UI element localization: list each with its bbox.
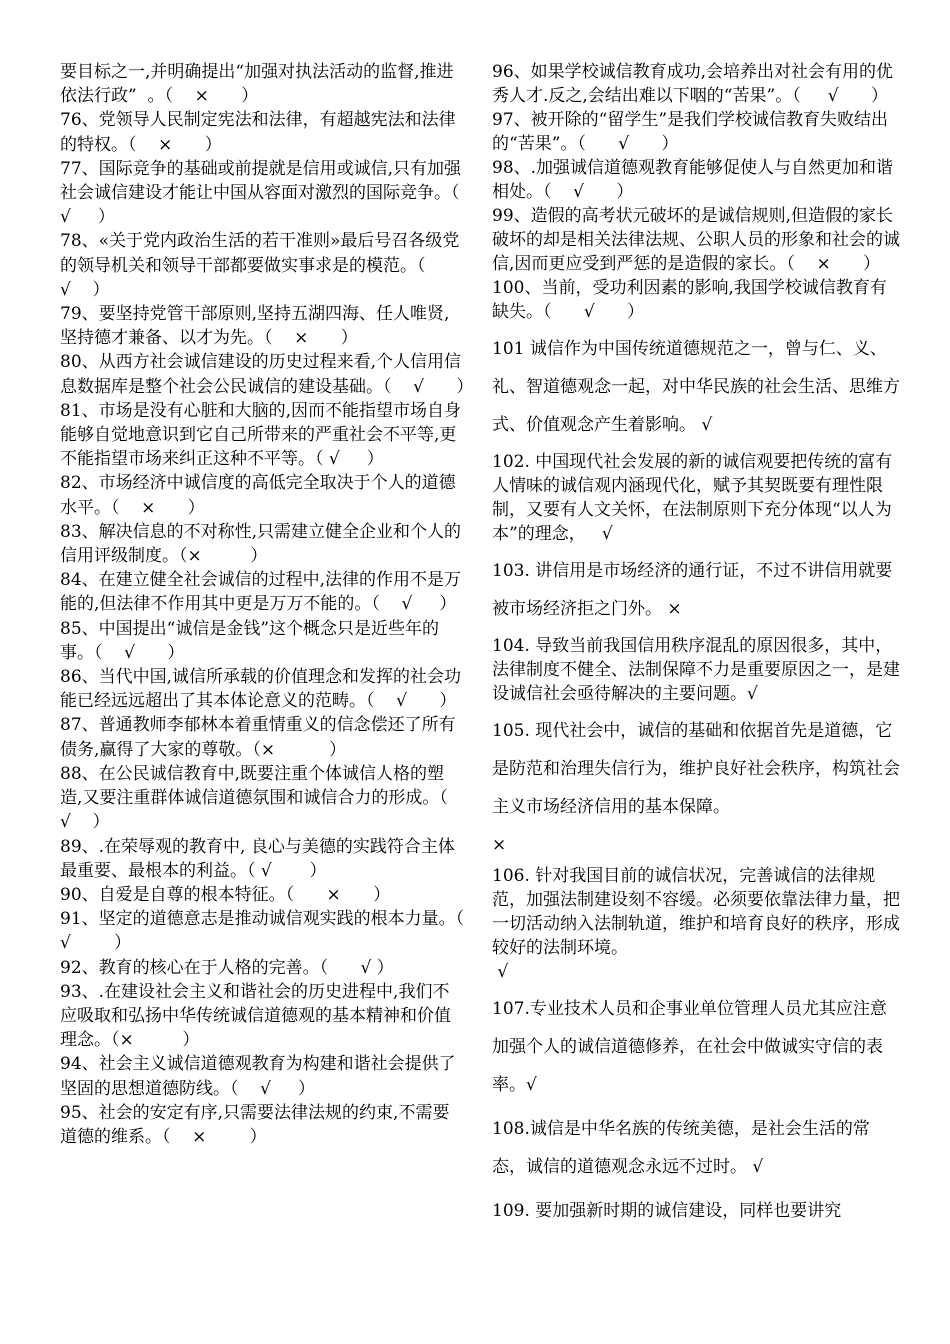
right-column [492,60,900,1230]
question-108: 108.诚信是中华名族的传统美德，是社会生活的常态，诚信的道德观念永远不过时。 √ [492,1119,870,1177]
question-94: 94、社会主义诚信道德观教育为构建和谐社会提供了坚固的思想道德防线。（ √ ） [60,1054,456,1099]
question-80: 80、从西方社会诚信建设的历史过程来看,个人信用信息数据库是整个社会公民诚信的建设基础。（ √ ） [60,352,474,397]
question-102: 102. 中国现代社会发展的新的诚信观要把传统的富有人情味的诚信观内涵现代化，赋予其契既要有理性限制，又要有人文关怀，在法制原则下充分体现“以人为本”的理念， √ [492,452,893,544]
question-76: 76、党领导人民制定宪法和法律，有超越宪法和法律的特权。（ × ） [60,110,456,155]
question-88: 88、在公民诚信教育中,既要注重个体诚信人格的塑造,又要注重群体诚信道德氛围和诚信合力的形成。（ √ ） [60,763,481,833]
question-105: 105. 现代社会中，诚信的基础和依据首先是道德，它是防范和治理失信行为，维护良好社会秩序，构筑社会主义市场经济信用的基本保障。 [492,721,900,817]
question-75-tail: 要目标之一,并明确提出“加强对执法活动的监督,推进依法行政” 。（ × ） [60,62,454,107]
question-85: 85、中国提出“诚信是金钱”这个概念只是近些年的事。（ √ ） [60,618,440,663]
question-91: 91、坚定的道德意志是推动诚信观实践的根本力量。（ √ ） [60,909,470,954]
question-106: 106. 针对我国目前的诚信状况，完善诚信的法律规范，加强法制建设刻不容缓。必须要依靠法律力量，把一切活动纳入法制轨道，维护和培育良好的秩序，形成较好的法制环境。 [492,866,900,958]
question-92: 92、教育的核心在于人格的完善。（ √ ） [60,957,394,978]
question-89: 89、.在荣辱观的教育中, 良心与美德的实践符合主体最重要、最根本的利益。（ √ ） [60,836,455,881]
question-109: 109. 要加强新时期的诚信建设，同样也要讲究 [492,1201,842,1221]
left-column [60,60,482,1149]
question-86: 86、当代中国,诚信所承载的价值理念和发挥的社会功能已经远远超出了其本体论意义的范畴。（ √ ） [60,667,462,712]
question-97: 97、被开除的“留学生”是我们学校诚信教育失败结出的“苦果”。（ √ ） [492,110,889,154]
question-95: 95、社会的安定有序,只需要法律法规的约束,不需要道德的维系。（ × ） [60,1102,450,1147]
question-82: 82、市场经济中诚信度的高低完全取决于个人的道德水平。（ × ） [60,473,456,518]
question-78: 78、«关于党内政治生活的若干准则»最后号召各级党的领导机关和领导干部都要做实事求是的模范。（ √ ） [60,231,460,300]
question-103: 103. 讲信用是市场经济的通行证，不过不讲信用就要被市场经济拒之门外。 × [492,561,893,619]
question-84: 84、在建立健全社会诚信的过程中,法律的作用不是万能的,但法律不作用其中更是万万不能的。（ √ ） [60,570,462,615]
question-79: 79、要坚持党管干部原则,坚持五湖四海、任人唯贤,坚持德才兼备、以才为先。（ × ） [60,304,450,349]
question-107: 107.专业技术人员和企事业单位管理人员尤其应注意加强个人的诚信道德修养，在社会中做诚实守信的表率。√ [492,999,887,1095]
question-87: 87、普通教师李郁林本着重情重义的信念偿还了所有债务,赢得了大家的尊敬。（× ） [60,715,456,760]
question-98: 98、.加强诚信道德观教育能够促使人与自然更加和谐相处。（ √ ） [492,158,894,202]
question-106-answer: √ [492,962,509,982]
question-99: 99、造假的高考状元破坏的是诚信规则,但造假的家长破坏的却是相关法律法规、公职人员的形象和社会的诚信,因而更应受到严惩的是造假的家长。（ × ） [492,206,900,274]
question-105-answer: × [492,835,507,855]
question-81: 81、市场是没有心脏和大脑的,因而不能指望市场自身能够自觉地意识到它自己所带来的严重社会不平等,更不能指望市场来纠正这种不平等。（ √ ） [60,400,462,470]
question-100: 100、当前，受功利因素的影响,我国学校诚信教育有缺失。（ √ ） [492,278,887,322]
question-77: 77、国际竞争的基础或前提就是信用或诚信,只有加强社会诚信建设才能让中国从容面对激烈的国际竞争。（ √ ） [60,158,482,228]
question-104: 104. 导致当前我国信用秩序混乱的原因很多，其中，法律制度不健全、法制保障不力是重要原因之一，是建设诚信社会亟待解决的主要问题。√ [492,636,900,704]
question-96: 96、如果学校诚信教育成功,会培养出对社会有用的优秀人才.反之,会结出难以下咽的“苦果”。（ √ ） [492,62,894,106]
question-93: 93、.在建设社会主义和谐社会的历史进程中,我们不应吸取和弘扬中华传统诚信道德观的基本精神和价值理念。（× ） [60,981,451,1051]
question-101: 101 诚信作为中国传统道德规范之一，曾与仁、义、礼、智道德观念一起，对中华民族的社会生活、思维方式、价值观念产生着影响。 √ [492,339,900,435]
question-90: 90、自爱是自尊的根本特征。（ × ） [60,884,391,905]
question-83: 83、解决信息的不对称性,只需建立健全企业和个人的信用评级制度。（× ） [60,521,462,567]
